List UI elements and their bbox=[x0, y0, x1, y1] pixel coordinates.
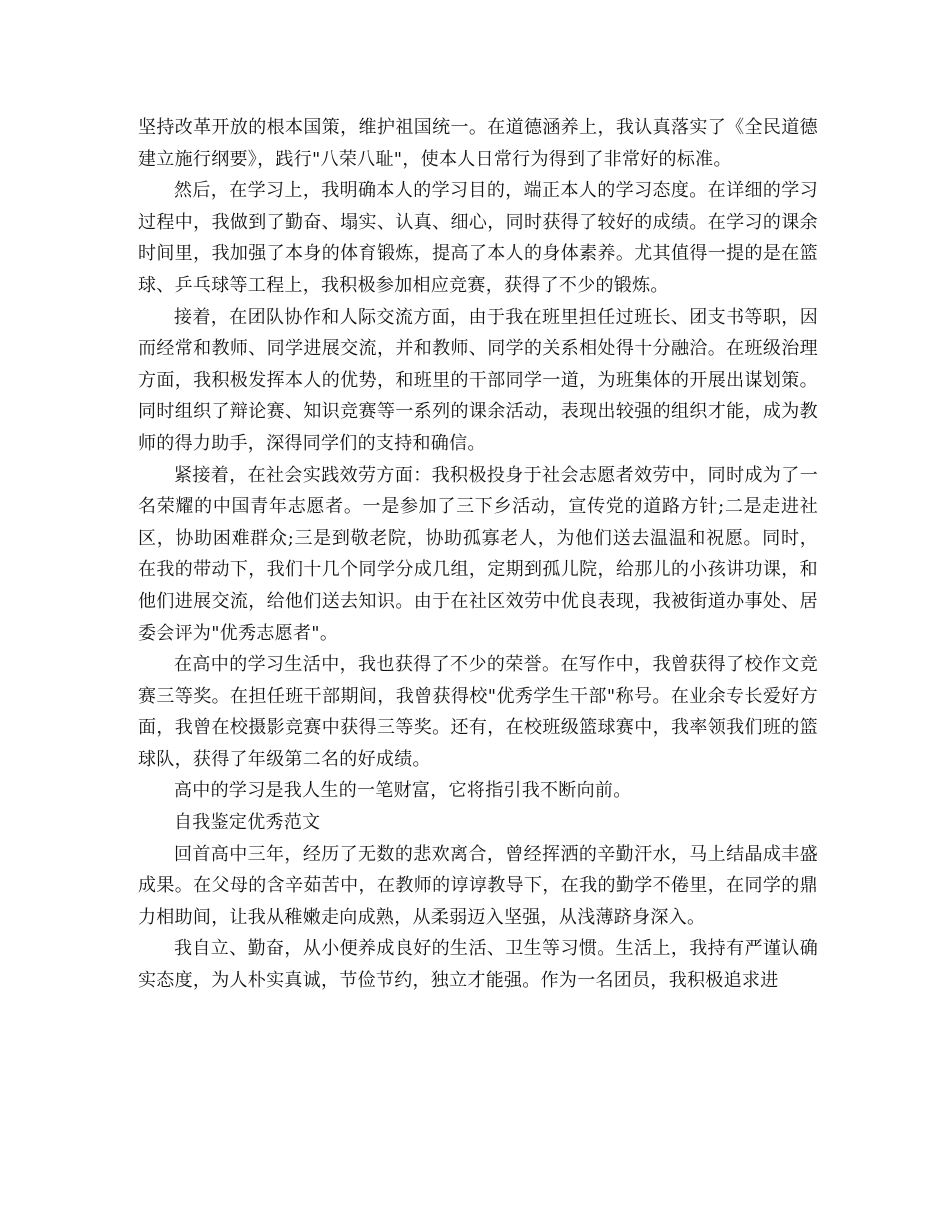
document-body bbox=[138, 112, 818, 997]
paragraph-5: 在高中的学习生活中，我也获得了不少的荣誉。在写作中，我曾获得了校作文竞赛三等奖。在担任班干部期间，我曾获得校"优秀学生干部"称号。在业余专长爱好方面，我曾在校摄影竞赛中获得三等奖。还有，在校班级篮球赛中，我率领我们班的篮球队，获得了年级第二名的好成绩。 bbox=[138, 654, 818, 770]
paragraph-4: 紧接着，在社会实践效劳方面：我积极投身于社会志愿者效劳中，同时成为了一名荣耀的中国青年志愿者。一是参加了三下乡活动，宣传党的道路方针;二是走进社区，协助困难群众;三是到敬老院，协助孤寡老人，为他们送去温温和祝愿。同时，在我的带动下，我们十几个同学分成几组，定期到孤儿院，给那儿的小孩讲功课，和他们进展交流，给他们送去知识。由于在社区效劳中优良表现，我被街道办事处、居委会评为"优秀志愿者"。 bbox=[138, 464, 818, 644]
paragraph-1: 坚持改革开放的根本国策，维护祖国统一。在道德涵养上，我认真落实了《全民道德建立施行纲要》，践行"八荣八耻"，使本人日常行为得到了非常好的标准。 bbox=[138, 117, 818, 170]
paragraph-8: 我自立、勤奋，从小便养成良好的生活、卫生等习惯。生活上，我持有严谨认确实态度，为人朴实真诚，节俭节约，独立才能强。作为一名团员，我积极追求进 bbox=[138, 938, 818, 992]
paragraph-2: 然后，在学习上，我明确本人的学习目的，端正本人的学习态度。在详细的学习过程中，我做到了勤奋、塌实、认真、细心，同时获得了较好的成绩。在学习的课余时间里，我加强了本身的体育锻炼，提高了本人的身体素养。尤其值得一提的是在篮球、乒乓球等工程上，我积极参加相应竞赛，获得了不少的锻炼。 bbox=[138, 180, 818, 296]
paragraph-7: 回首高中三年，经历了无数的悲欢离合，曾经挥洒的辛勤汗水，马上结晶成丰盛成果。在父母的含辛茹苦中，在教师的谆谆教导下，在我的勤学不倦里，在同学的鼎力相助间，让我从稚嫩走向成熟，从柔弱迈入坚强，从浅薄跻身深入。 bbox=[138, 843, 818, 928]
paragraph-3: 接着，在团队协作和人际交流方面，由于我在班里担任过班长、团支书等职，因而经常和教师、同学进展交流，并和教师、同学的关系相处得十分融洽。在班级治理方面，我积极发挥本人的优势，和班里的干部同学一道，为班集体的开展出谋划策。同时组织了辩论赛、知识竞赛等一系列的课余活动，表现出较强的组织才能，成为教师的得力助手，深得同学们的支持和确信。 bbox=[138, 306, 818, 454]
paragraph-6: 高中的学习是我人生的一笔财富，它将指引我不断向前。 bbox=[174, 780, 632, 802]
section-heading: 自我鉴定优秀范文 bbox=[174, 812, 321, 834]
